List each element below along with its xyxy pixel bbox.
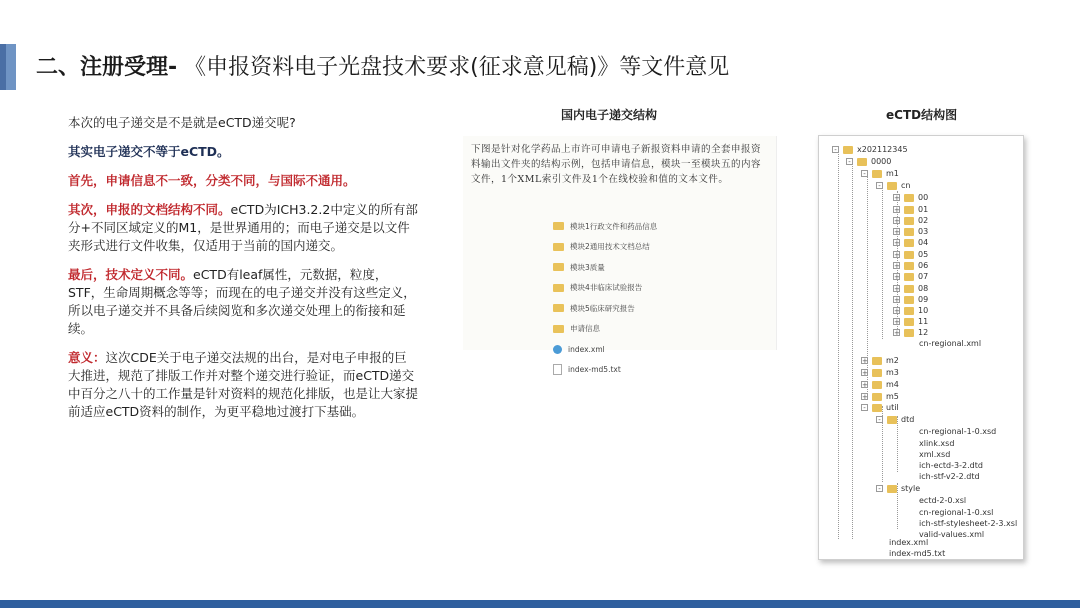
second-point-heading: 其次，申报的文档结构不同。 <box>68 202 231 217</box>
list-item: index.xml <box>553 339 657 360</box>
folder-icon <box>553 263 564 271</box>
tree-node-cn-02[interactable]: + 02 <box>894 216 929 225</box>
tree-file[interactable]: cn-regional-1-0.xsl <box>919 508 994 517</box>
folder-icon <box>904 273 914 281</box>
folder-icon <box>904 318 914 326</box>
folder-icon <box>872 369 882 377</box>
expand-icon: + <box>894 239 900 247</box>
tree-node-cn-10[interactable]: + 10 <box>894 306 929 315</box>
last-point-body: eCTD有leaf属性，元数据，粒度，STF，生命周期概念等等；而现在的电子递交并没有这些定义，所以电子递交并不具备后续阅览和多次递交处理上的衔接和延续。 <box>68 267 416 336</box>
folder-icon <box>887 416 897 424</box>
tree-node-cn-11[interactable]: + 11 <box>894 317 929 326</box>
domestic-structure-image <box>463 136 777 375</box>
folder-icon <box>553 243 564 251</box>
tree-node-m2[interactable]: + m2 <box>862 356 899 365</box>
slide-title <box>36 50 729 81</box>
expand-icon: + <box>894 285 900 293</box>
folder-icon <box>553 304 564 312</box>
expand-icon: + <box>894 206 900 214</box>
tree-file-cn-regional[interactable]: cn-regional.xml <box>919 339 982 348</box>
folder-icon <box>904 296 914 304</box>
folder-icon <box>857 158 867 166</box>
folder-icon <box>887 485 897 493</box>
folder-icon <box>904 228 914 236</box>
tree-file[interactable]: ich-stf-v2-2.dtd <box>919 472 980 481</box>
expand-icon: + <box>862 381 868 389</box>
tree-node-cn-09[interactable]: + 09 <box>894 295 929 304</box>
folder-icon <box>553 222 564 230</box>
text-file-icon <box>553 364 562 375</box>
list-item: 模块5临床研究报告 <box>553 298 657 319</box>
collapse-icon: - <box>861 170 868 177</box>
left-text-column <box>68 114 418 432</box>
tree-file[interactable]: ectd-2-0.xsl <box>919 496 967 505</box>
tree-node-cn-07[interactable]: + 07 <box>894 272 929 281</box>
folder-icon <box>843 146 853 154</box>
folder-icon <box>904 307 914 315</box>
last-point <box>68 266 418 338</box>
list-item: 模块4非临床试验报告 <box>553 278 657 299</box>
expand-icon: + <box>894 307 900 315</box>
tree-file[interactable]: valid-values.xml <box>919 530 985 539</box>
folder-icon <box>904 194 914 202</box>
folder-icon <box>553 325 564 333</box>
folder-icon <box>872 393 882 401</box>
tree-file[interactable]: ich-stf-stylesheet-2-3.xsl <box>919 519 1018 528</box>
tree-node-cn-08[interactable]: + 08 <box>894 284 929 293</box>
tree-node-dtd[interactable]: - dtd <box>876 414 914 425</box>
folder-icon <box>904 285 914 293</box>
tree-node-cn[interactable]: - cn <box>876 180 910 191</box>
collapse-icon: - <box>861 404 868 411</box>
folder-icon <box>872 170 882 178</box>
folder-icon <box>904 206 914 214</box>
tree-node-cn-04[interactable]: + 04 <box>894 238 929 247</box>
collapse-icon: - <box>832 146 839 153</box>
meaning-body: 这次CDE关于电子递交法规的出台，是对电子申报的巨大推进，规范了排版工作并对整个递交进行验证，而eCTD递交中百分之八十的工作量是针对资料的规范化排版，也是让大家提前适应eCTD资料的制作，为更平稳地过渡打下基础。 <box>68 350 419 419</box>
tree-node-cn-00[interactable]: + 00 <box>894 193 929 202</box>
slide-title-rest: 《申报资料电子光盘技术要求(征求意见稿)》等文件意见 <box>184 55 730 80</box>
meaning-heading: 意义： <box>68 350 106 365</box>
tree-file[interactable]: xml.xsd <box>919 450 951 459</box>
second-point-body: eCTD为ICH3.2.2中定义的所有部分+不同区域定义的M1，是世界通用的；而电子递交是以文件夹形式进行文件收集，仅适用于当前的国内递交。 <box>68 202 418 253</box>
collapse-icon: - <box>876 485 883 492</box>
folder-icon <box>872 404 882 412</box>
last-point-heading: 最后，技术定义不同。 <box>68 267 194 282</box>
ectd-caption: eCTD结构图 <box>886 108 958 122</box>
list-item: 模块1行政文件和药品信息 <box>553 216 657 237</box>
expand-icon: + <box>862 369 868 377</box>
xml-file-icon <box>553 345 562 354</box>
meaning-point <box>68 349 418 421</box>
domestic-folder-list <box>553 216 657 380</box>
folder-icon <box>904 262 914 270</box>
expand-icon: + <box>894 296 900 304</box>
expand-icon: + <box>894 194 900 202</box>
second-point <box>68 201 418 255</box>
folder-icon <box>887 182 897 190</box>
question-text: 本次的电子递交是不是就是eCTD递交呢? <box>68 115 296 130</box>
answer-text: 其实电子递交不等于eCTD。 <box>68 144 230 159</box>
ectd-tree-panel <box>818 135 1024 560</box>
expand-icon: + <box>862 357 868 365</box>
list-item: 模块3质量 <box>553 257 657 278</box>
folder-icon <box>904 217 914 225</box>
domestic-caption: 国内电子递交结构 <box>561 108 658 122</box>
tree-node-m3[interactable]: + m3 <box>862 368 899 377</box>
first-point: 首先，申请信息不一致，分类不同，与国际不通用。 <box>68 173 356 188</box>
tree-file[interactable]: ich-ectd-3-2.dtd <box>919 461 983 470</box>
folder-icon <box>553 284 564 292</box>
folder-icon <box>904 239 914 247</box>
expand-icon: + <box>862 393 868 401</box>
tree-line <box>882 185 883 339</box>
tree-node-cn-01[interactable]: + 01 <box>894 205 929 214</box>
tree-node-m5[interactable]: + m5 <box>862 392 899 401</box>
tree-line <box>838 150 839 539</box>
domestic-description: 下图是针对化学药品上市许可申请电子新报资料申请的全套申报资料输出文件夹的结构示例，包括申请信息，模块一至模块五的内容文件，1个XML索引文件及1个在线校验和值的文本文件。 <box>471 144 762 185</box>
tree-node-cn-12[interactable]: + 12 <box>894 328 929 337</box>
tree-node-m4[interactable]: + m4 <box>862 380 899 389</box>
list-item: index-md5.txt <box>553 360 657 381</box>
tree-node-cn-03[interactable]: + 03 <box>894 227 929 236</box>
tree-file-index[interactable]: index.xml <box>889 538 929 547</box>
list-item: 模块2通用技术文档总结 <box>553 237 657 258</box>
bottom-bar <box>0 600 1080 608</box>
tree-node-sequence[interactable]: - 0000 <box>846 156 891 167</box>
folder-icon <box>904 251 914 259</box>
expand-icon: + <box>894 251 900 259</box>
expand-icon: + <box>894 228 900 236</box>
tree-node-cn-05[interactable]: + 05 <box>894 250 929 259</box>
title-accent-bar-dark <box>0 44 6 90</box>
tree-node-style[interactable]: - style <box>876 483 920 494</box>
tree-file[interactable]: cn-regional-1-0.xsd <box>919 427 997 436</box>
collapse-icon: - <box>846 158 853 165</box>
slide-title-main: 二、注册受理- <box>36 55 178 80</box>
expand-icon: + <box>894 329 900 337</box>
tree-node-util[interactable]: - util <box>861 402 899 413</box>
collapse-icon: - <box>876 416 883 423</box>
expand-icon: + <box>894 217 900 225</box>
collapse-icon: - <box>876 182 883 189</box>
tree-file[interactable]: xlink.xsd <box>919 439 955 448</box>
expand-icon: + <box>894 273 900 281</box>
expand-icon: + <box>894 318 900 326</box>
folder-icon <box>872 357 882 365</box>
folder-icon <box>904 329 914 337</box>
tree-node-m1[interactable]: - m1 <box>861 168 899 179</box>
folder-icon <box>872 381 882 389</box>
tree-node-cn-06[interactable]: + 06 <box>894 261 929 270</box>
expand-icon: + <box>894 262 900 270</box>
tree-file-index-md5[interactable]: index-md5.txt <box>889 549 946 558</box>
list-item: 申请信息 <box>553 319 657 340</box>
tree-line <box>852 162 853 539</box>
tree-node-root[interactable]: - x202112345 <box>832 144 908 155</box>
